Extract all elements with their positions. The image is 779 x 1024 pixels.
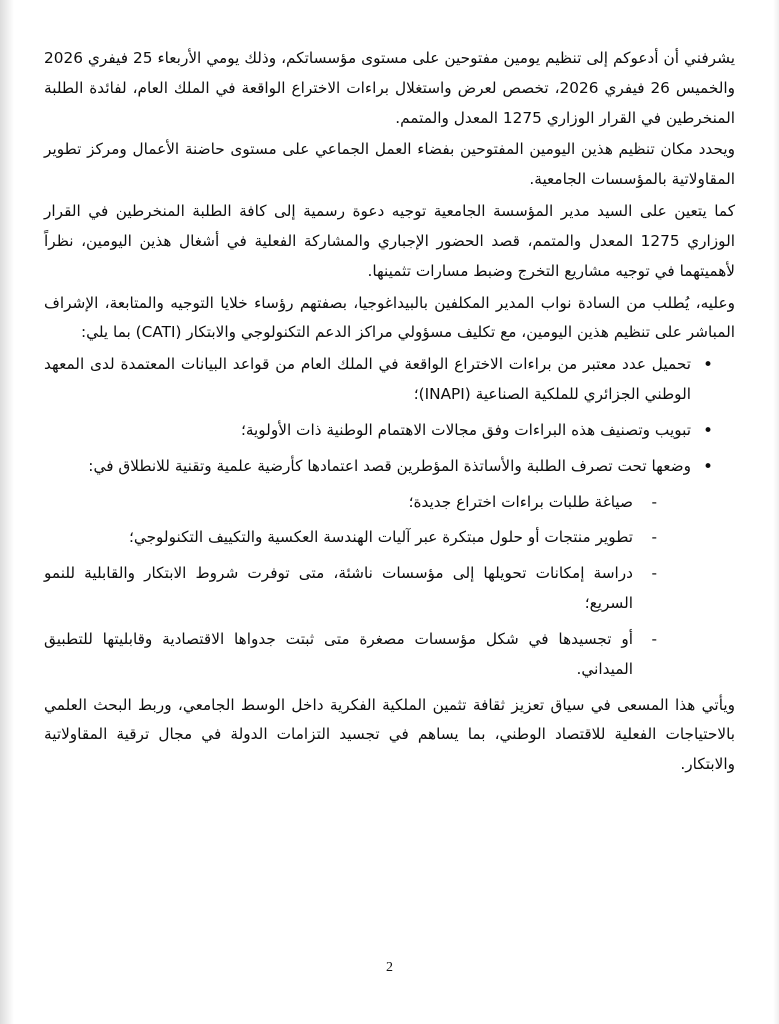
list-item: - تطوير منتجات أو حلول مبتكرة عبر آليات الهندسة العكسية والتكييف التكنولوجي؛ xyxy=(44,523,659,553)
list-item: - دراسة إمكانات تحويلها إلى مؤسسات ناشئة، متى توفرت شروط الابتكار والقابلية للنمو السريع؛ xyxy=(44,559,659,619)
cati-tasks-list xyxy=(44,350,735,481)
document-body xyxy=(44,44,735,782)
list-item: • تحميل عدد معتبر من براءات الاختراع الواقعة في الملك العام من قواعد البيانات المعتمدة لدى المعهد الوطني الجزائري للملكية الصناعية (INAPI)؛ xyxy=(44,350,713,410)
list-item: - أو تجسيدها في شكل مؤسسات مصغرة متى ثبتت جدواها الاقتصادية وقابليتها للتطبيق الميداني. xyxy=(44,625,659,685)
page-number: 2 xyxy=(386,960,393,975)
paragraph-closing: ويأتي هذا المسعى في سياق تعزيز ثقافة تثمين الملكية الفكرية داخل الوسط الجامعي، وربط البحث العلمي بالاحتياجات الفعلية للاقتصاد الوطني، بما يساهم في تجسيد التزامات الدولة في مجال ترقية المقاولاتية والابتكار. xyxy=(44,695,735,774)
paragraph-location: ويحدد مكان تنظيم هذين اليومين المفتوحين بفضاء العمل الجماعي على مستوى حاضنة الأعمال ومركز تطوير المقاولاتية بالمؤسسات الجامعية. xyxy=(44,140,735,189)
list-item: • تبويب وتصنيف هذه البراءات وفق مجالات الاهتمام الوطنية ذات الأولوية؛ xyxy=(44,416,713,446)
list-item: • وضعها تحت تصرف الطلبة والأساتذة المؤطرين قصد اعتمادها كأرضية علمية وتقنية للانطلاق في: xyxy=(44,452,713,482)
sub-items-list xyxy=(44,488,735,685)
paragraph-invitation: يشرفني أن أدعوكم إلى تنظيم يومين مفتوحين على مستوى مؤسساتكم، وذلك يومي الأربعاء 25 فيفري 2026 والخميس 26 فيفري 2026، تخصص لعرض واستغلال براءات الاختراع الواقعة في الملك العام، لفائدة الطلبة المنخرطين في القرار الوزاري 1275 المعدل والمتمم. xyxy=(44,49,736,127)
list-item: - صياغة طلبات براءات اختراع جديدة؛ xyxy=(44,488,659,518)
paragraph-cati-tasks-intro: وعليه، يُطلب من السادة نواب المدير المكلفين بالبيداغوجيا، بصفتهم رؤساء خلايا التوجيه والمتابعة، الإشراف المباشر على تنظيم هذين اليومين، مع تكليف مسؤولي مراكز الدعم التكنولوجي والابتكار (CATI) بما يلي: xyxy=(44,293,735,342)
paragraph-official-invitation: كما يتعين على السيد مدير المؤسسة الجامعية توجيه دعوة رسمية إلى كافة الطلبة المنخرطين في القرار الوزاري 1275 المعدل والمتمم، قصد الحضور الإجباري والمشاركة الفعلية في أشغال هذين اليومين، نظراً لأهميتهما في توجيه مشاريع التخرج وضبط مسارات تثمينها. xyxy=(44,202,735,280)
